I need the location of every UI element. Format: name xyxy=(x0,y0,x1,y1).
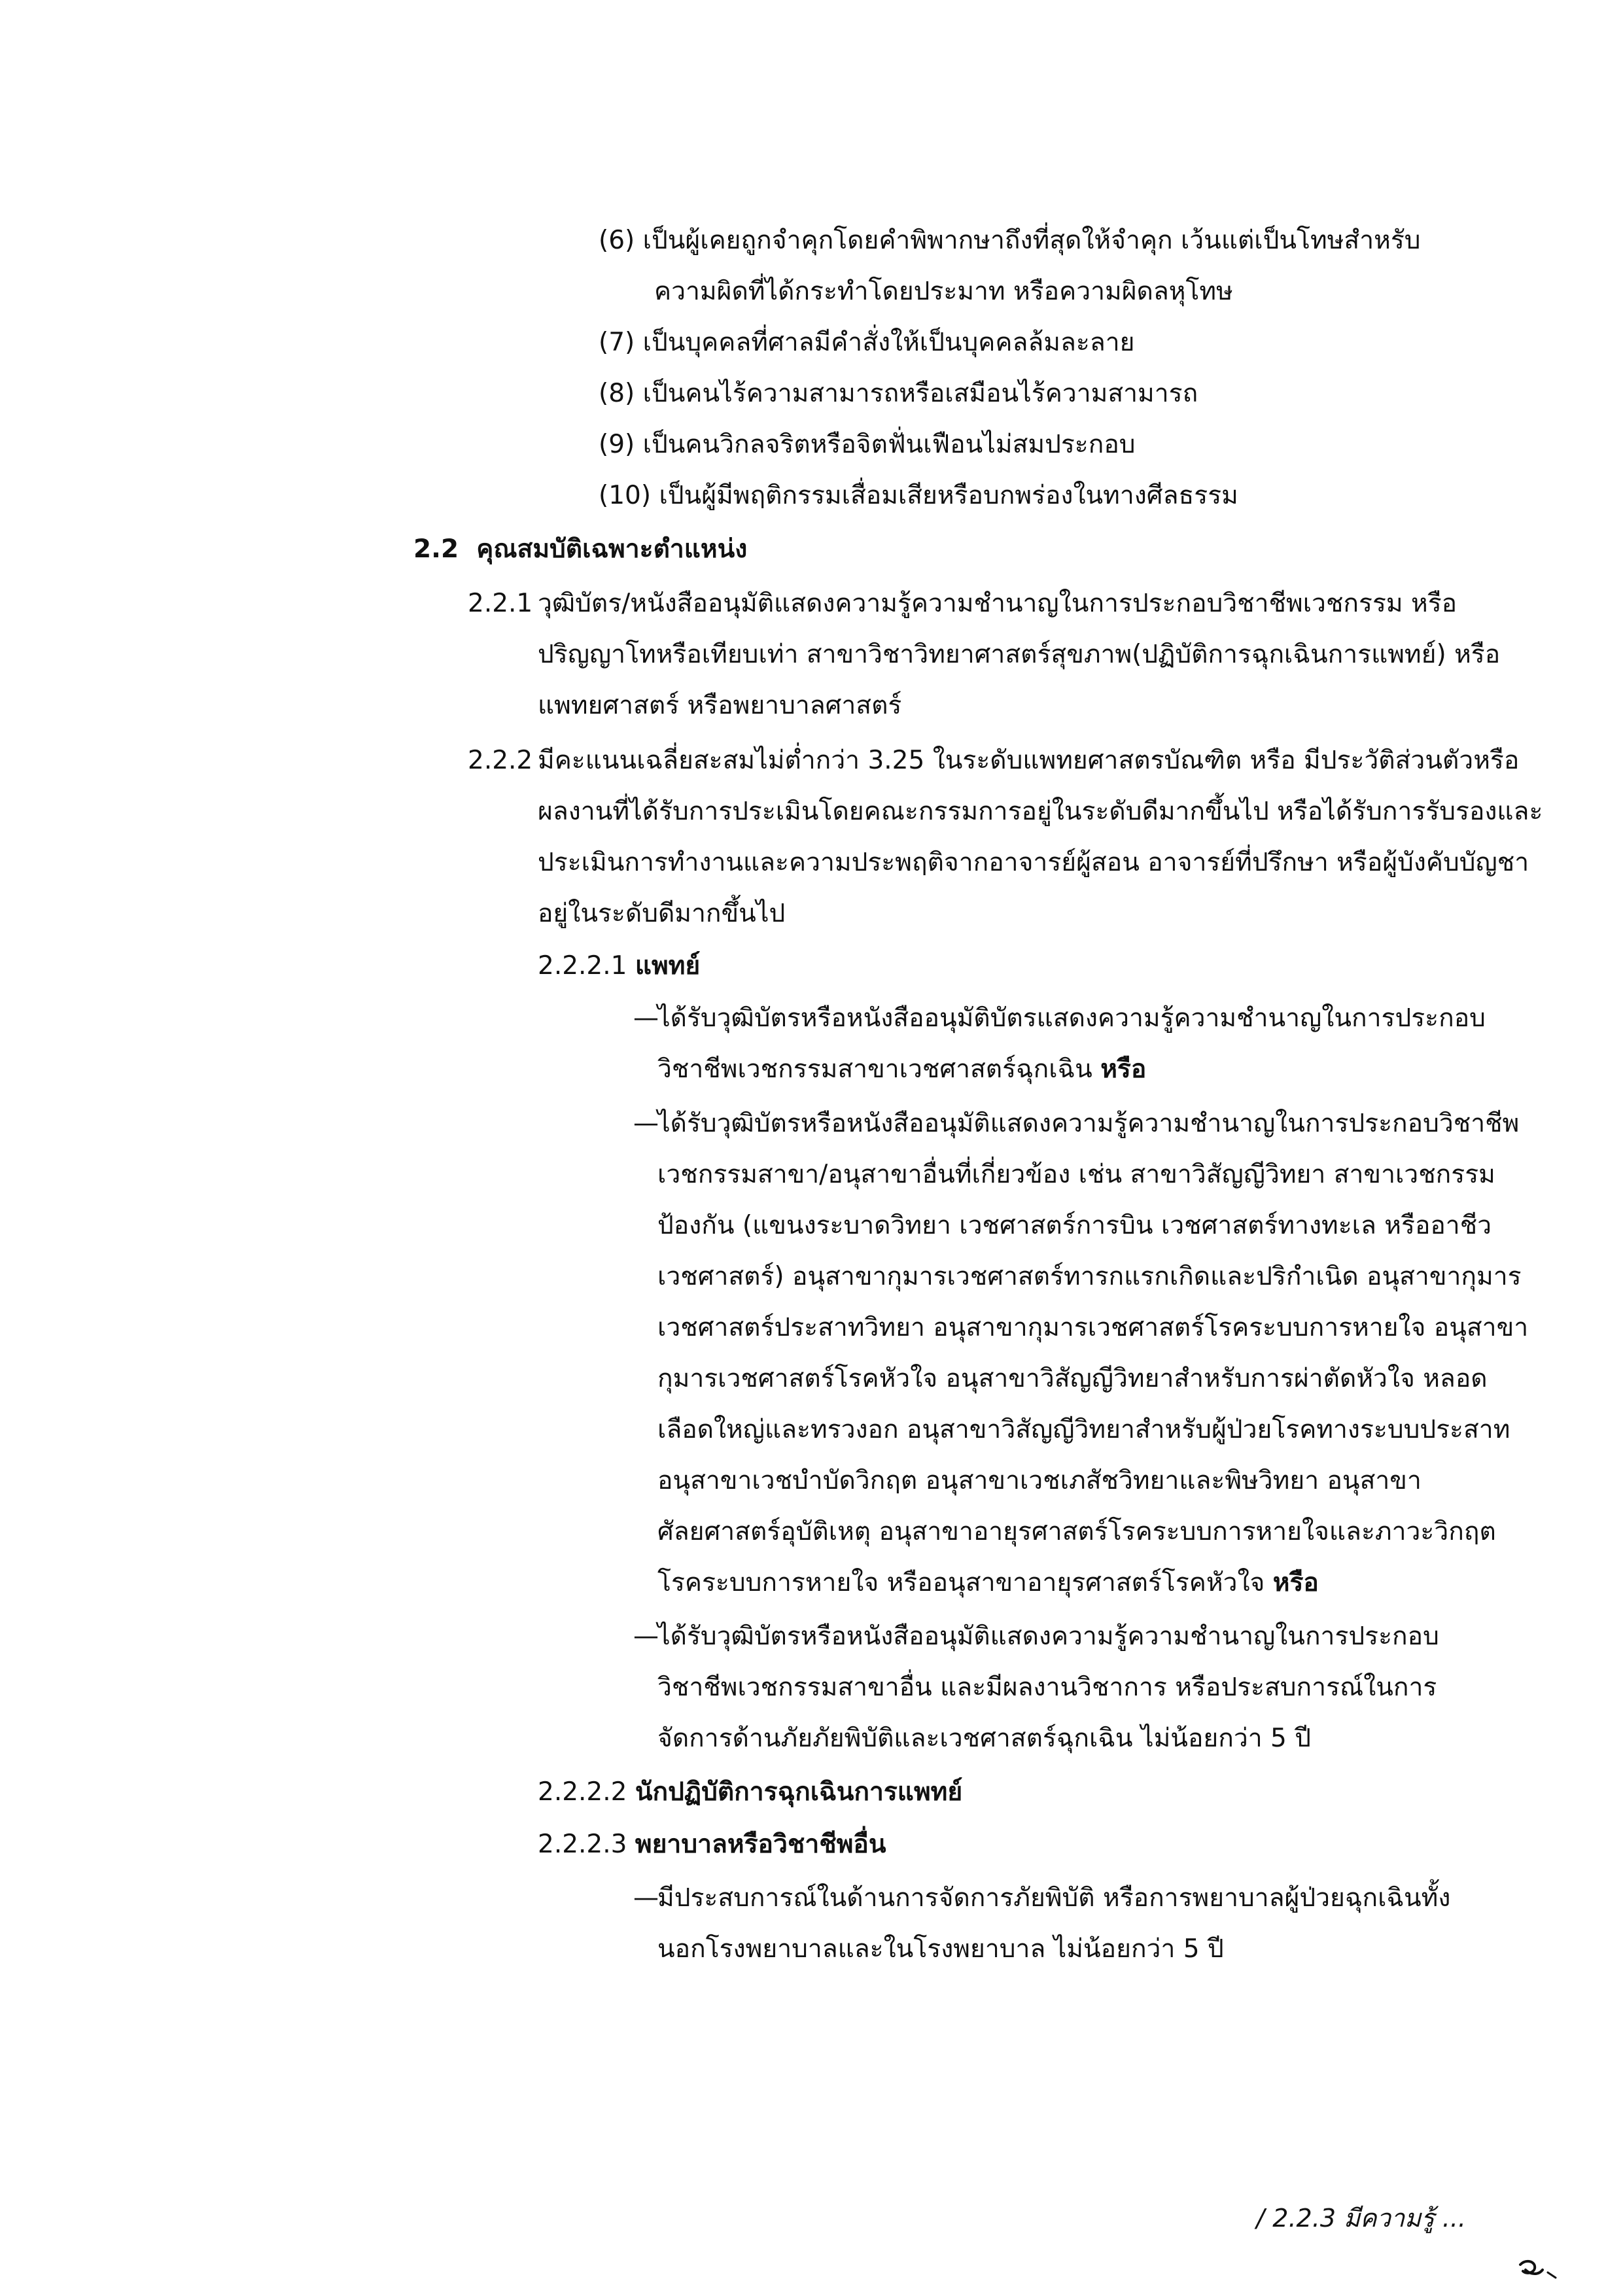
bullet-2-line: ศัลยศาสตร์อุบัติเหตุ อนุสาขาอายุรศาสตร์โรคระบบการหายใจและภาวะวิกฤต xyxy=(657,1517,1496,1546)
bullet-3-line: ได้รับวุฒิบัตรหรือหนังสืออนุมัติแสดงความรู้ความชำนาญในการประกอบ xyxy=(657,1622,1439,1651)
section-2-2-2-line: มีคะแนนเฉลี่ยสะสมไม่ต่ำกว่า 3.25 ในระดับแพทยศาสตรบัณฑิต หรือ มีประวัติส่วนตัวหรือ xyxy=(538,746,1520,775)
section-2-2-2-1-heading: 2.2.2.1 แพทย์ xyxy=(538,951,701,981)
bullet-2-2-2-3-line: มีประสบการณ์ในด้านการจัดการภัยพิบัติ หรือการพยาบาลผู้ป่วยฉุกเฉินทั้ง xyxy=(657,1883,1451,1913)
item-10: (10) เป็นผู้มีพฤติกรรมเสื่อมเสียหรือบกพร่องในทางศีลธรรม xyxy=(599,481,1238,510)
section-2-2-2-line: ประเมินการทำงานและความประพฤติจากอาจารย์ผู้สอน อาจารย์ที่ปรึกษา หรือผู้บังคับบัญชา xyxy=(538,848,1529,877)
next-page-reference: / 2.2.3 มีความรู้ ... xyxy=(1256,2204,1466,2233)
page-number-mark xyxy=(1516,2255,1562,2282)
item-6: (6) เป็นผู้เคยถูกจำคุกโดยคำพิพากษาถึงที่สุดให้จำคุก เว้นแต่เป็นโทษสำหรับ xyxy=(599,226,1421,255)
item-9: (9) เป็นคนวิกลจริตหรือจิตฟั่นเฟือนไม่สมประกอบ xyxy=(599,430,1136,459)
bullet-2-line: เลือดใหญ่และทรวงอก อนุสาขาวิสัญญีวิทยาสำหรับผู้ป่วยโรคทางระบบประสาท xyxy=(657,1415,1510,1444)
section-2-2-2-line: ผลงานที่ได้รับการประเมินโดยคณะกรรมการอยู่ในระดับดีมากขึ้นไป หรือได้รับการรับรองและ xyxy=(538,797,1543,826)
section-2-2-1-line: ปริญญาโทหรือเทียบเท่า สาขาวิชาวิทยาศาสตร์สุขภาพ(ปฏิบัติการฉุกเฉินการแพทย์) หรือ xyxy=(538,640,1501,669)
section-2-2-heading: 2.2 คุณสมบัติเฉพาะตำแหน่ง xyxy=(413,534,748,564)
item-8: (8) เป็นคนไร้ความสามารถหรือเสมือนไร้ความสามารถ xyxy=(599,379,1198,408)
bullet-3-line: จัดการด้านภัยภัยพิบัติและเวชศาสตร์ฉุกเฉิน ไม่น้อยกว่า 5 ปี xyxy=(657,1724,1312,1753)
dash-bullet: — xyxy=(633,1003,659,1033)
item-6-continuation: ความผิดที่ได้กระทำโดยประมาท หรือความผิดลหุโทษ xyxy=(654,277,1233,306)
bullet-2-line: โรคระบบการหายใจ หรืออนุสาขาอายุรศาสตร์โรคหัวใจ หรือ xyxy=(657,1568,1319,1597)
section-2-2-1-line: แพทยศาสตร์ หรือพยาบาลศาสตร์ xyxy=(538,691,902,720)
section-2-2-1-line: วุฒิบัตร/หนังสืออนุมัติแสดงความรู้ความชำนาญในการประกอบวิชาชีพเวชกรรม หรือ xyxy=(538,589,1457,618)
section-2-2-2-2-heading: 2.2.2.2 นักปฏิบัติการฉุกเฉินการแพทย์ xyxy=(538,1777,963,1807)
bullet-2-line: เวชศาสตร์ประสาทวิทยา อนุสาขากุมารเวชศาสตร์โรคระบบการหายใจ อนุสาขา xyxy=(657,1313,1529,1342)
bullet-2-line: กุมารเวชศาสตร์โรคหัวใจ อนุสาขาวิสัญญีวิทยาสำหรับการผ่าตัดหัวใจ หลอด xyxy=(657,1364,1488,1393)
bullet-2-line: เวชศาสตร์) อนุสาขากุมารเวชศาสตร์ทารกแรกเกิดและปริกำเนิด อนุสาขากุมาร xyxy=(657,1262,1522,1291)
dash-bullet: — xyxy=(633,1883,659,1913)
dash-bullet: — xyxy=(633,1622,659,1651)
bullet-2-line: อนุสาขาเวชบำบัดวิกฤต อนุสาขาเวชเภสัชวิทยาและพิษวิทยา อนุสาขา xyxy=(657,1466,1422,1495)
bullet-2-line: เวชกรรมสาขา/อนุสาขาอื่นที่เกี่ยวข้อง เช่น สาขาวิสัญญีวิทยา สาขาเวชกรรม xyxy=(657,1160,1495,1189)
bullet-1-line: วิชาชีพเวชกรรมสาขาเวชศาสตร์ฉุกเฉิน หรือ xyxy=(657,1054,1147,1084)
bullet-1-line: ได้รับวุฒิบัตรหรือหนังสืออนุมัติบัตรแสดงความรู้ความชำนาญในการประกอบ xyxy=(657,1003,1486,1033)
item-7: (7) เป็นบุคคลที่ศาลมีคำสั่งให้เป็นบุคคลล้มละลาย xyxy=(599,328,1135,357)
section-2-2-2-3-heading: 2.2.2.3 พยาบาลหรือวิชาชีพอื่น xyxy=(538,1830,886,1859)
section-2-2-1-number: 2.2.1 xyxy=(468,589,533,618)
bullet-2-2-2-3-line: นอกโรงพยาบาลและในโรงพยาบาล ไม่น้อยกว่า 5 ปี xyxy=(657,1934,1224,1964)
section-2-2-2-number: 2.2.2 xyxy=(468,746,533,775)
bullet-3-line: วิชาชีพเวชกรรมสาขาอื่น และมีผลงานวิชาการ หรือประสบการณ์ในการ xyxy=(657,1673,1437,1702)
bullet-2-line: ป้องกัน (แขนงระบาดวิทยา เวชศาสตร์การบิน เวชศาสตร์ทางทะเล หรืออาชีว xyxy=(657,1211,1492,1240)
bullet-2-line: ได้รับวุฒิบัตรหรือหนังสืออนุมัติแสดงความรู้ความชำนาญในการประกอบวิชาชีพ xyxy=(657,1109,1520,1138)
section-2-2-2-line: อยู่ในระดับดีมากขึ้นไป xyxy=(538,899,786,928)
dash-bullet: — xyxy=(633,1109,659,1138)
